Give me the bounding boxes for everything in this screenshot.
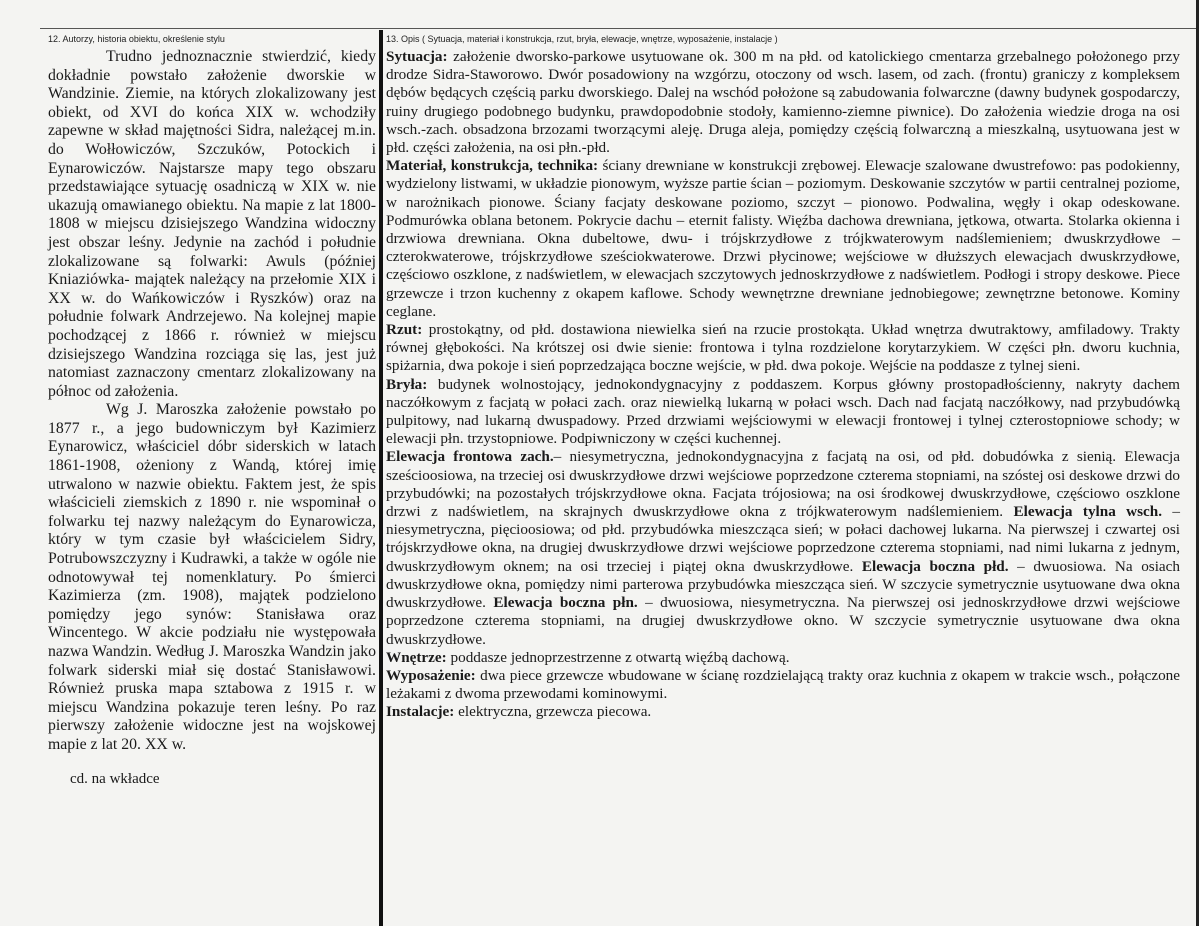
description-text [386, 48, 1180, 722]
section-text: dwa piece grzewcze wbudowane w ścianę rozdzielającą trakty oraz kuchnia z okapem w trakcie wsch., połączone leżakami z dwoma przewodami kominowymi. [386, 666, 1180, 703]
history-paragraph: Wg J. Maroszka założenie powstało po 1877 r., a jego budowniczym był Kazimierz Eynarowicz, właściciel dóbr siderskich w latach 1861-1908, ożeniony z Wandą, której imię utrwalono w nazwie obiektu. Faktem jest, że spis właścicieli ziemskich z 1890 r. nie wspominał o folwarku tej nazwy należącym do Eynarowicza, który w tym czasie był właścicielem Sidry, Potrubowszczyzny i Kudrawki, a także w ogóle nie odnotowywał tej nomenklatury. Po śmierci Kazimierza (zm. 1908), majątek podzielono pomiędzy jego synów: Stanisława oraz Wincentego. W akcie podziału nie występowała nazwa Wandzin. Według J. Maroszka Wandzin jako folwark siderski miał się dostać Stanisławowi. Również pruska mapa sztabowa z 1915 r. w miejscu Wandzina pokazuje teren leśny. Po raz pierwszy założenie widoczne jest na wojskowej mapie z lat 20. XX w. [48, 401, 376, 753]
description-column [386, 34, 1180, 722]
section-label: Wnętrze: [386, 648, 447, 666]
section-label: Sytuacja: [386, 48, 448, 65]
history-text [48, 48, 376, 755]
section-label: Instalacje: [386, 703, 455, 721]
continuation-note: cd. na wkładce [70, 770, 160, 787]
top-rule [40, 28, 1199, 29]
section-text: poddasze jednoprzestrzenne z otwartą więźbą dachową. [446, 648, 790, 666]
section-label: Elewacja boczna płd. [861, 557, 1009, 575]
section-text: elektryczna, grzewcza piecowa. [454, 703, 652, 721]
history-column [48, 34, 376, 788]
section-label: Elewacja boczna płn. [493, 594, 638, 612]
history-header: 12. Autorzy, historia obiektu, określenie stylu [48, 34, 225, 44]
section-plan [386, 321, 1180, 376]
section-furnishings [386, 667, 1180, 703]
section-label: Materiał, konstrukcja, technika: [386, 157, 599, 175]
section-text: prostokątny, od płd. dostawiona niewielka sień na rzucie prostokąta. Układ wnętrza dwutraktowy, amfiladowy. Trakty równej głębokości. Na krótszej osi dwie sienie: frontowa i tylna rozdzielone korytarzykiem. W części płn. dworu kuchnia, spiżarnia, dwa pokoje i sień poprzedzająca boczne wejście, w płd. dwa pokoje. Wejście na poddasze z tylnej sieni. [386, 321, 1180, 375]
section-label: Elewacja tylna wsch. [1013, 503, 1163, 521]
section-installations [386, 703, 1180, 721]
section-text: budynek wolnostojący, jednokondygnacyjny z poddaszem. Korpus główny prostopadłościenny, nakryty dachem naczółkowym z facjatą w połaci zach. oraz niewielką lukarną w połaci wsch. Dach nad facjatą naczółkowy, nad przybudówką pulpitowy, nad lukarną dwuspadowy. Przed drzwiami wejściowymi w elewacji frontowej i tylnej czterostopniowe schody; w elewacji płn. trzystopniowe. Podpiwniczony w części kuchennej. [386, 375, 1180, 448]
description-header: 13. Opis ( Sytuacja, materiał i konstrukcja, rzut, bryła, elewacje, wnętrze, wyposażenie, instalacje ) [386, 34, 778, 44]
history-paragraph: Trudno jednoznacznie stwierdzić, kiedy dokładnie powstało założenie dworskie w Wandzinie. Ziemie, na których zlokalizowany jest obiekt, od XVI do końca XIX w. wchodziły zapewne w skład majętności Sidra, należącej m.in. do Wołłowiczów, Szczuków, Potockich i Eynarowiczów. Najstarsze mapy tego obszaru przedstawiające sytuację osadniczą w XIX w. nie ukazują omawianego obiektu. Na mapie z lat 1800-1808 w miejscu dzisiejszego Wandzina widoczny jest obszar leśny. Jedynie na zachód i południe zlokalizowane są folwarki: Awuls (później Kniaziówka- majątek należący na przełomie XIX i XX w. do Wańkowiczów i Ryszków) oraz na południe folwark Andrzejewo. Na kolejnej mapie pochodzącej z 1866 r. również w miejscu dzisiejszego Wandzina rozciąga się las, jest już natomiast zaznaczony cmentarz zlokalizowany na północ od założenia. [48, 48, 376, 400]
section-situation [386, 48, 1180, 157]
section-interior [386, 649, 1180, 667]
section-text: – niesymetryczna, pięcioosiowa; od płd. przybudówka mieszcząca sień; w połaci dachowej lukarna. Na pierwszej i czwartej osi trójskrzydłowe okna, na drugiej dwuskrzydłowe drzwi wejściowe poprzedzone czterema stopniami, nad nimi lukarna z jednym, dwuskrzydłowym oknem; na osi trzeciej i piątej okna dwuskrzydłowe. [386, 503, 1181, 575]
section-text: ściany drewniane w konstrukcji zrębowej. Elewacje szalowane dwustrefowo: pas podokienny, wydzielony listwami, w układzie pionowym, wyższe partie ścian – poziomym. Deskowanie szczytów w partii centralnej poziome, w narożnikach pionowe. Ściany facjaty deskowane poziomo, szczyt – pionowo. Podwalina, węgły i okap odeskowane. Podmurówka oblana betonem. Pokrycie dachu – eternit falisty. Więźba dachowa drewniana, jętkowa, otwarta. Stolarka okienna i drzwiowa drewniana. Okna dubeltowe, dwu- i trójskrzydłowe z trójkwaterowym nadślemieniem; dwuskrzydłowe – czterokwaterowe, trójskrzydłowe sześciokwaterowe. Drzwi płycinowe; wejściowe w dłuższych elewacjach dwuskrzydłowe, częściowo oszklone, z nadświetlem, w elewacjach szczytowych jednoskrzydłowe z nadświetlem. Podłogi i stropy deskowe. Piece grzewcze i trzon kuchenny z okapem kaflowe. Schody wewnętrzne drewniane jednobiegowe; zewnętrzne betonowe. Kominy ceglane. [386, 157, 1180, 320]
section-text: – dwuosiowa. Na osiach dwuskrzydłowe okna, pomiędzy nimi parterowa przybudówka mieszcząca sień. W szczycie symetrycznie usytuowane dwa okna dwuskrzydłowe. [386, 557, 1180, 612]
section-label: Elewacja frontowa zach. [386, 448, 554, 466]
section-label: Bryła: [386, 375, 428, 393]
section-elevations [386, 448, 1180, 648]
section-massing [386, 376, 1180, 449]
section-text: – dwuosiowa, niesymetryczna. Na pierwszej osi jednoskrzydłowe drzwi wejściowe poprzedzone czterema stopniami, na drugiej dwuskrzydłowe okno. W szczycie symetrycznie usytuowane dwa okna dwuskrzydłowe. [386, 594, 1180, 648]
section-text: – niesymetryczna, jednokondygnacyjna z facjatą na osi, od płd. dobudówka z sienią. Elewacja sześcioosiowa, na trzeciej osi dwuskrzydłowe drzwi wejściowe poprzedzone czterema stopniami, na szóstej osi deskowe drzwi do przybudówki; na pozostałych trójskrzydłowe okna. Facjata trójosiowa; na osi środkowej dwuskrzydłowe, częściowo oszklone drzwi z nadświetlem, na skrajnych dwuskrzydłowe okna z trójkwaterowym nadślemieniem. [386, 448, 1180, 521]
section-text: założenie dworsko-parkowe usytuowane ok. 300 m na płd. od katolickiego cmentarza grzebalnego położonego przy drodze Sidra-Staworowo. Dwór posadowiony na wzgórzu, otoczony od wsch. lasem, od zach. (frontu) graniczy z kompleksem dębów będących częścią parku dworskiego. Dalej na wschód położone są zabudowania folwarczne (dawny budynek gospodarczy, ruiny drugiego podobnego budynku, prawdopodobnie stodoły, kamienno-ziemne piwnice). Do założenia wiedzie droga na osi wsch.-zach. obsadzona brzozami tworzącymi aleję. Druga aleja, pomiędzy częścią folwarczną a mieszkalną, usytuowana jest w płd. części założenia, na osi płn.-płd. [386, 48, 1180, 157]
section-material [386, 157, 1180, 321]
section-label: Wyposażenie: [386, 666, 476, 684]
column-divider [379, 30, 383, 926]
section-label: Rzut: [386, 321, 423, 339]
